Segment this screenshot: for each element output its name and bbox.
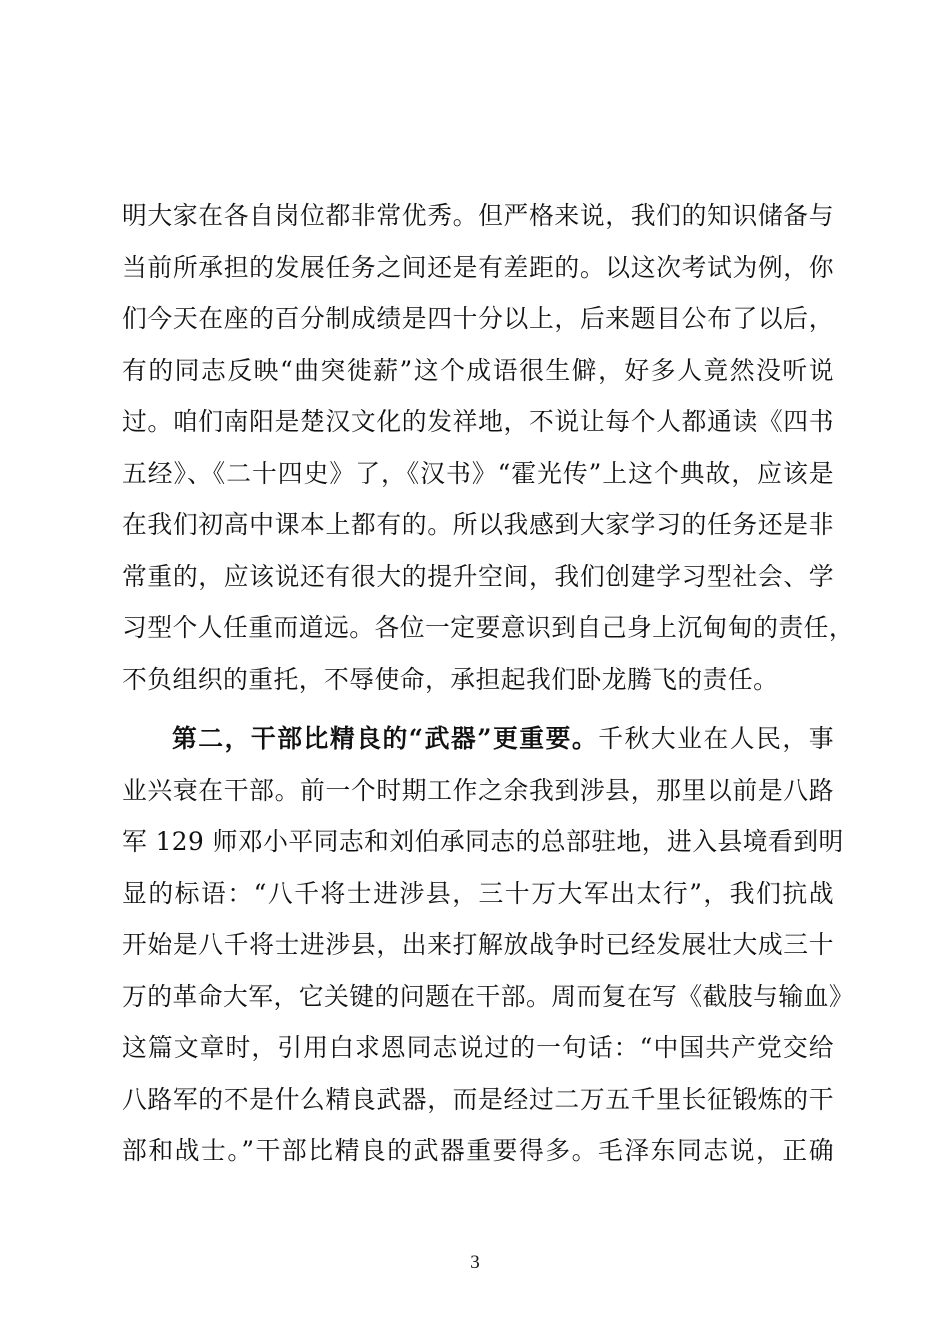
paragraph-1-line-7: 在我们初高中课本上都有的。所以我感到大家学习的任务还是非: [122, 510, 834, 539]
paragraph-2-line-6: 万的革命大军，它关键的问题在干部。周而复在写《截肢与输血》: [122, 981, 855, 1011]
paragraph-2-line-2: 业兴衰在干部。前一个时期工作之余我到涉县，那里以前是八路: [122, 775, 834, 805]
page-number: 3: [470, 1252, 480, 1273]
paragraph-1-line-5: 过。咱们南阳是楚汉文化的发祥地，不说让每个人都通读《四书: [122, 407, 834, 436]
section-heading: 第二，干部比精良的“武器”更重要。: [172, 724, 599, 753]
section-heading-continuation: 千秋大业在人民，事: [598, 724, 834, 753]
paragraph-2-line-4: 显的标语：“八千将士进涉县，三十万大军出太行”，我们抗战: [122, 878, 834, 908]
paragraph-1-line-4: 有的同志反映“曲突徙薪”这个成语很生僻，好多人竟然没听说: [122, 355, 834, 385]
paragraph-1-line-6: 五经》、《二十四史》了，《汉书》“霍光传”上这个典故，应该是: [122, 458, 834, 488]
paragraph-1-line-1: 明大家在各自岗位都非常优秀。但严格来说，我们的知识储备与: [122, 201, 834, 230]
paragraph-2-line-7: 这篇文章时，引用白求恩同志说过的一句话：“中国共产党交给: [122, 1033, 834, 1062]
paragraph-2-line-1: [122, 713, 834, 765]
paragraph-gap: [122, 705, 834, 713]
body-text: [122, 190, 855, 1177]
paragraph-1-line-10: 不负组织的重托，不辱使命，承担起我们卧龙腾飞的责任。: [122, 664, 779, 694]
paragraph-2-line-9: 部和战士。”干部比精良的武器重要得多。毛泽东同志说，正确: [122, 1136, 834, 1165]
paragraph-1-line-9: 习型个人任重而道远。各位一定要意识到自己身上沉甸甸的责任，: [122, 613, 855, 642]
paragraph-1-line-2: 当前所承担的发展任务之间还是有差距的。以这次考试为例，你: [122, 252, 834, 282]
paragraph-2-line-3: 军 129 师邓小平同志和刘伯承同志的总部驻地，进入县境看到明: [122, 827, 844, 856]
paragraph-1-line-3: 们今天在座的百分制成绩是四十分以上，后来题目公布了以后，: [122, 304, 834, 333]
paragraph-2-line-5: 开始是八千将士进涉县，出来打解放战争时已经发展壮大成三十: [122, 930, 834, 959]
paragraph-1-line-8: 常重的，应该说还有很大的提升空间，我们创建学习型社会、学: [122, 561, 834, 591]
paragraph-2-line-8: 八路军的不是什么精良武器，而是经过二万五千里长征锻炼的干: [122, 1084, 834, 1114]
